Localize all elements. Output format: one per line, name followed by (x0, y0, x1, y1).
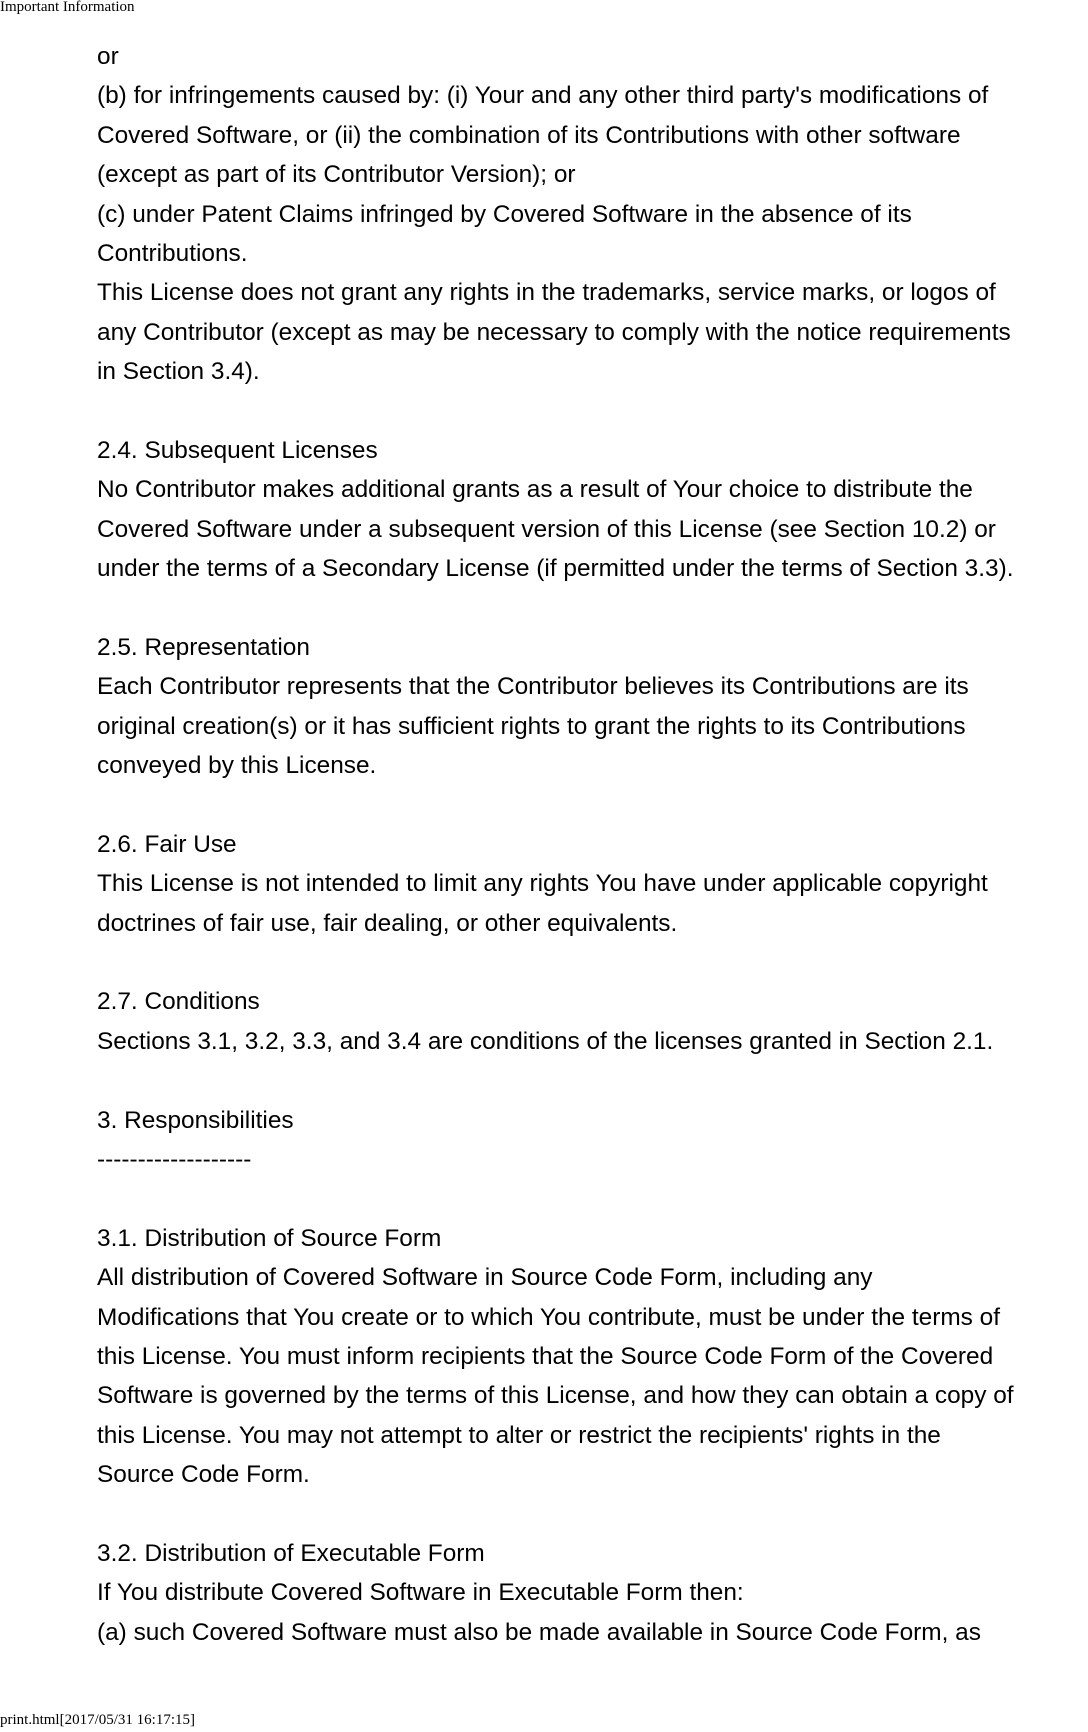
blank-line (97, 1494, 1082, 1533)
text-line: Source Code Form. (97, 1461, 310, 1489)
text-line: (b) for infringements caused by: (i) Your and any other third party's modifications of (97, 82, 989, 110)
text-line: Each Contributor represents that the Contributor believes its Contributions are its (97, 673, 969, 701)
text-line: If You distribute Covered Software in Executable Form then: (97, 1579, 744, 1607)
document-body (97, 37, 1082, 1652)
text-line: Covered Software, or (ii) the combination of its Contributions with other software (97, 121, 961, 149)
section-heading: 3.2. Distribution of Executable Form (97, 1539, 485, 1567)
blank-line (97, 785, 1082, 824)
blank-line (97, 392, 1082, 431)
text-line: or (97, 43, 119, 70)
blank-line (97, 1061, 1082, 1100)
section-heading: 2.7. Conditions (97, 988, 260, 1016)
text-line: Modifications that You create or to which You contribute, must be under the terms of (97, 1303, 1000, 1331)
text-line: No Contributor makes additional grants as a result of Your choice to distribute the (97, 476, 973, 504)
text-line: in Section 3.4). (97, 358, 260, 386)
text-line: This License does not grant any rights in the trademarks, service marks, or logos of (97, 279, 996, 307)
text-line: Contributions. (97, 239, 248, 267)
blank-line (97, 943, 1082, 982)
page-footer-source: print.html[2017/05/31 16:17:15] (0, 1712, 195, 1728)
text-line: under the terms of a Secondary License (if permitted under the terms of Section 3.3). (97, 555, 1014, 583)
text-line: (a) such Covered Software must also be made available in Source Code Form, as (97, 1618, 981, 1646)
text-line: original creation(s) or it has sufficient rights to grant the rights to its Contributions (97, 712, 966, 740)
text-line: (c) under Patent Claims infringed by Covered Software in the absence of its (97, 200, 912, 228)
section-heading: 2.5. Representation (97, 633, 310, 661)
text-line: Software is governed by the terms of this License, and how they can obtain a copy of (97, 1382, 1014, 1410)
blank-line (97, 1179, 1082, 1218)
heading-underline: ------------------- (97, 1145, 252, 1173)
text-line: Covered Software under a subsequent version of this License (see Section 10.2) or (97, 515, 996, 543)
section-heading: 2.6. Fair Use (97, 830, 237, 858)
blank-line (97, 588, 1082, 627)
text-line: this License. You must inform recipients that the Source Code Form of the Covered (97, 1342, 994, 1370)
text-line: All distribution of Covered Software in Source Code Form, including any (97, 1264, 873, 1292)
text-line: this License. You may not attempt to alter or restrict the recipients' rights in the (97, 1421, 941, 1449)
text-line: any Contributor (except as may be necessary to comply with the notice requirements (97, 318, 1011, 346)
text-line: Sections 3.1, 3.2, 3.3, and 3.4 are conditions of the licenses granted in Section 2.1. (97, 1027, 994, 1055)
text-line: conveyed by this License. (97, 752, 377, 780)
text-line: (except as part of its Contributor Version); or (97, 161, 576, 189)
section-heading: 3. Responsibilities (97, 1106, 294, 1134)
text-line: doctrines of fair use, fair dealing, or other equivalents. (97, 909, 678, 937)
section-heading: 3.1. Distribution of Source Form (97, 1224, 442, 1252)
section-heading: 2.4. Subsequent Licenses (97, 436, 378, 464)
text-line: This License is not intended to limit any rights You have under applicable copyright (97, 870, 988, 898)
page-header-title: Important Information (0, 0, 135, 15)
